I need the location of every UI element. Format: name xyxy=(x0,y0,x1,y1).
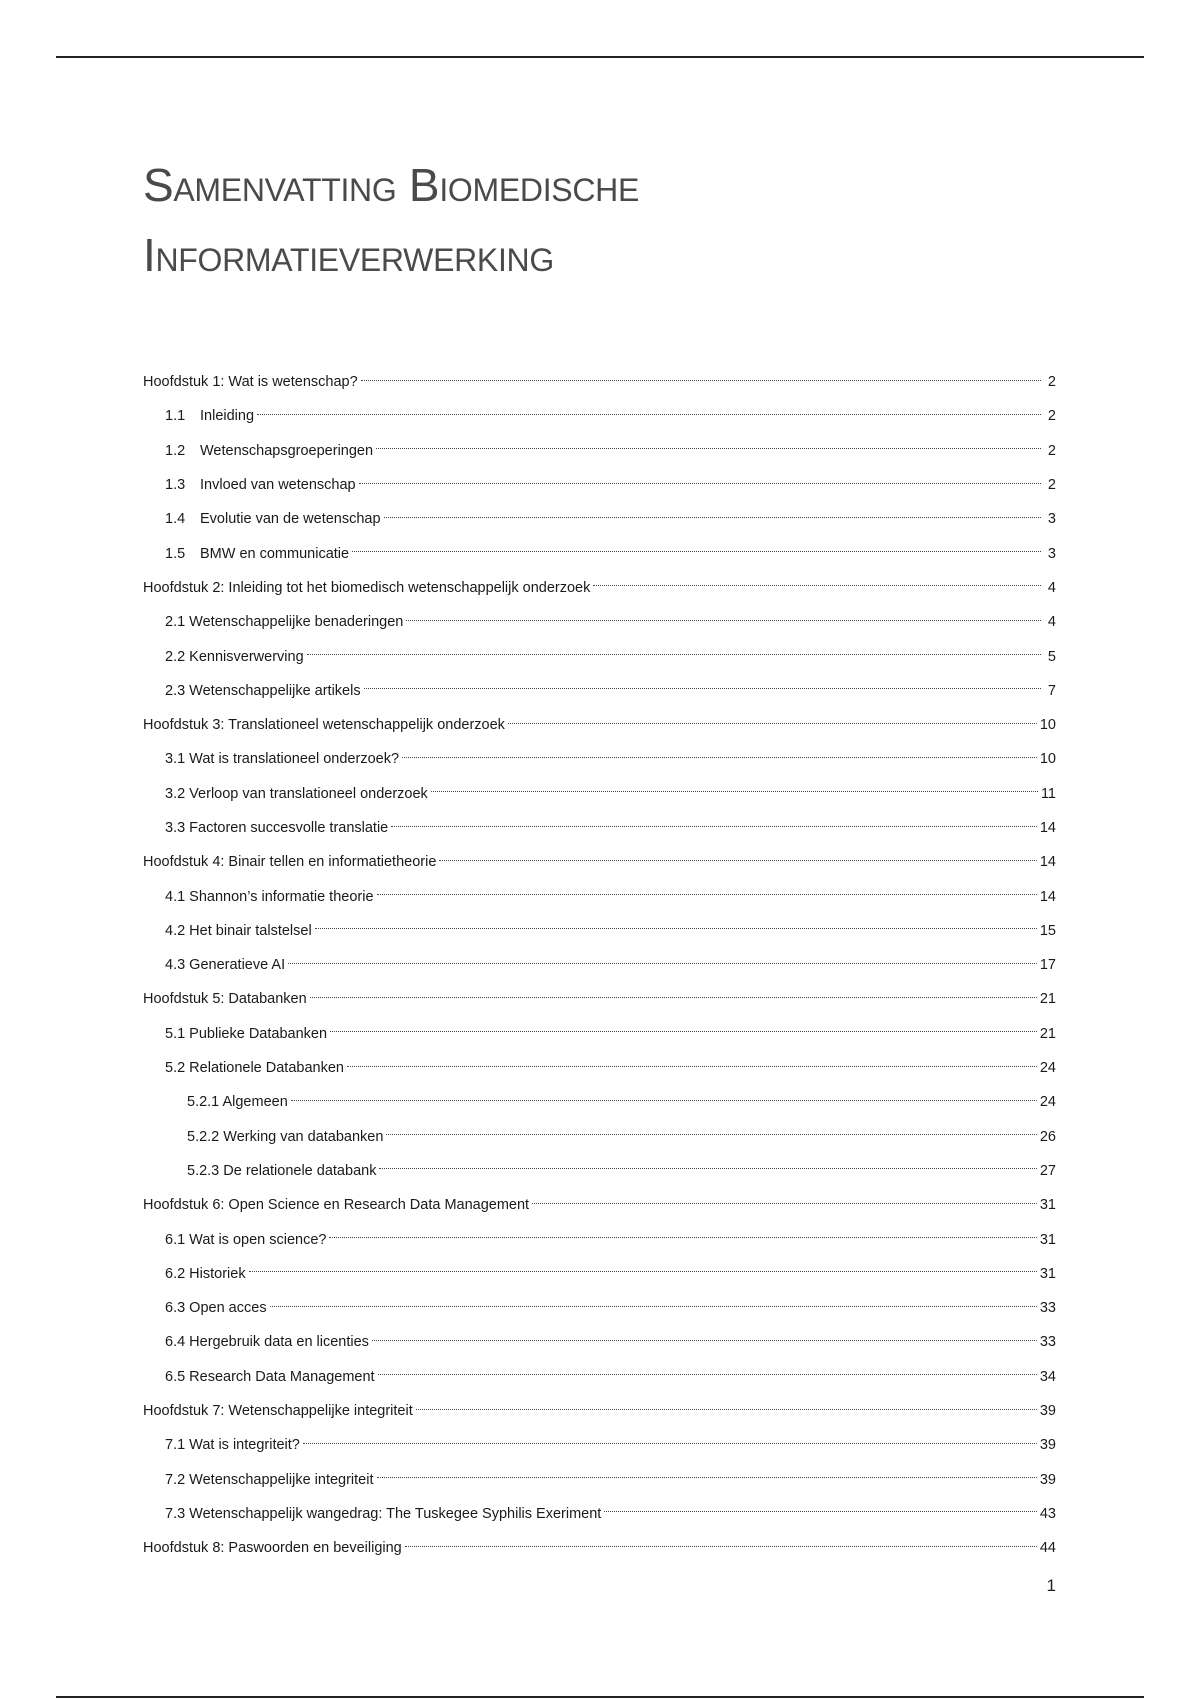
toc-entry-page: 21 xyxy=(1039,1025,1056,1042)
toc-entry-label xyxy=(165,613,406,631)
toc-entry[interactable] xyxy=(143,674,1056,708)
toc-entry-label xyxy=(165,750,402,768)
toc-entry-text: 4.2 Het binair talstelsel xyxy=(165,922,312,939)
toc-entry-text: Hoofdstuk 2: Inleiding tot het biomedisch wetenschappelijk onderzoek xyxy=(143,579,591,596)
toc-entry[interactable] xyxy=(143,914,1056,948)
toc-entry-text: 3.2 Verloop van translationeel onderzoek xyxy=(165,785,428,802)
toc-entry-page: 2 xyxy=(1047,374,1056,391)
toc-entry-page: 27 xyxy=(1039,1162,1056,1179)
toc-entry-label xyxy=(165,1333,372,1351)
toc-dot-leader xyxy=(288,962,1037,964)
toc-entry-number: 1.4 xyxy=(165,511,186,528)
toc-entry-page: 14 xyxy=(1039,888,1056,905)
toc-entry-label xyxy=(165,442,376,460)
toc-dot-leader xyxy=(303,1442,1037,1444)
toc-entry-text: Hoofdstuk 6: Open Science en Research Data Management xyxy=(143,1197,530,1214)
toc-entry[interactable] xyxy=(143,1428,1056,1462)
toc-dot-leader xyxy=(378,1373,1037,1375)
toc-dot-leader xyxy=(329,1236,1036,1238)
toc-dot-leader xyxy=(330,1030,1037,1032)
table-of-contents xyxy=(143,365,1056,1565)
toc-entry-page: 33 xyxy=(1039,1300,1056,1317)
toc-entry-page: 2 xyxy=(1047,477,1056,494)
toc-entry[interactable] xyxy=(143,1394,1056,1428)
toc-entry-label xyxy=(165,1231,329,1249)
toc-entry-text: BMW en communicatie xyxy=(200,545,350,562)
toc-entry-text: 5.2 Relationele Databanken xyxy=(165,1060,344,1077)
toc-entry-label xyxy=(143,716,508,734)
toc-entry[interactable] xyxy=(143,605,1056,639)
toc-entry[interactable] xyxy=(143,845,1056,879)
toc-entry-label xyxy=(165,819,391,837)
toc-entry-text: 4.3 Generatieve AI xyxy=(165,957,286,974)
toc-entry-text: Hoofdstuk 4: Binair tellen en informatietheorie xyxy=(143,854,437,871)
toc-entry-label xyxy=(165,1505,604,1523)
toc-entry-text: 7.3 Wetenschappelijk wangedrag: The Tuskegee Syphilis Exeriment xyxy=(165,1505,602,1522)
toc-entry-text: 3.3 Factoren succesvolle translatie xyxy=(165,820,389,836)
toc-entry-page: 26 xyxy=(1039,1128,1056,1145)
toc-entry[interactable] xyxy=(143,365,1056,399)
toc-entry-page: 14 xyxy=(1039,820,1056,836)
toc-entry[interactable] xyxy=(143,639,1056,673)
toc-dot-leader xyxy=(508,722,1037,724)
toc-entry-text: 2.1 Wetenschappelijke benaderingen xyxy=(165,614,404,631)
toc-dot-leader xyxy=(249,1270,1037,1272)
toc-dot-leader xyxy=(532,1202,1037,1204)
toc-entry-label xyxy=(165,888,377,906)
toc-entry-label xyxy=(165,545,352,563)
toc-entry[interactable] xyxy=(143,502,1056,536)
toc-entry-label xyxy=(165,922,315,940)
document-title xyxy=(143,150,639,290)
toc-entry[interactable] xyxy=(143,468,1056,502)
toc-entry-page: 2 xyxy=(1047,408,1056,425)
toc-dot-leader xyxy=(406,619,1041,621)
toc-entry[interactable] xyxy=(143,742,1056,776)
toc-entry[interactable] xyxy=(143,777,1056,811)
toc-dot-leader xyxy=(307,653,1041,655)
toc-dot-leader xyxy=(377,1476,1037,1478)
toc-entry-text: 6.1 Wat is open science? xyxy=(165,1231,327,1248)
toc-entry-page: 3 xyxy=(1047,545,1056,562)
toc-entry-label xyxy=(143,990,310,1008)
toc-dot-leader xyxy=(379,1167,1036,1169)
toc-entry-page: 11 xyxy=(1040,785,1056,802)
toc-entry-label xyxy=(165,476,359,494)
toc-entry-label xyxy=(143,373,361,391)
toc-entry-label xyxy=(143,1196,532,1214)
footer-rule xyxy=(56,1696,1144,1698)
toc-dot-leader xyxy=(364,687,1041,689)
toc-entry-page: 34 xyxy=(1039,1368,1056,1385)
toc-entry-page: 39 xyxy=(1039,1403,1056,1420)
toc-entry-text: Hoofdstuk 8: Paswoorden en beveiliging xyxy=(143,1540,402,1557)
toc-entry-text: 5.2.3 De relationele databank xyxy=(187,1162,377,1179)
toc-dot-leader xyxy=(257,413,1041,415)
toc-entry[interactable] xyxy=(143,811,1056,845)
toc-dot-leader xyxy=(439,859,1036,861)
toc-dot-leader xyxy=(416,1408,1037,1410)
toc-entry-label xyxy=(165,785,431,803)
toc-entry-text: 7.2 Wetenschappelijke integriteit xyxy=(165,1471,374,1488)
toc-entry-text: Inleiding xyxy=(200,408,255,425)
toc-entry[interactable] xyxy=(143,571,1056,605)
toc-entry[interactable] xyxy=(143,1188,1056,1222)
toc-entry-number: 1.5 xyxy=(165,545,186,562)
toc-dot-leader xyxy=(402,756,1037,758)
toc-entry-page: 33 xyxy=(1039,1334,1056,1351)
toc-dot-leader xyxy=(431,790,1038,792)
toc-entry-text: 5.2.2 Werking van databanken xyxy=(187,1128,384,1145)
toc-dot-leader xyxy=(376,447,1041,449)
toc-entry-label xyxy=(143,853,439,871)
toc-dot-leader xyxy=(384,516,1041,518)
toc-entry-text: 7.1 Wat is integriteit? xyxy=(165,1437,300,1454)
toc-entry-number: 1.3 xyxy=(165,477,186,494)
toc-entry[interactable] xyxy=(143,1325,1056,1359)
toc-entry[interactable] xyxy=(143,536,1056,570)
toc-dot-leader xyxy=(372,1339,1037,1341)
toc-entry-number: 1.2 xyxy=(165,442,186,459)
toc-entry-number: 1.1 xyxy=(165,408,186,425)
toc-entry-page: 10 xyxy=(1039,751,1056,768)
toc-dot-leader xyxy=(391,825,1037,827)
toc-dot-leader xyxy=(361,379,1041,381)
toc-entry-label xyxy=(165,648,307,666)
toc-entry-page: 4 xyxy=(1047,614,1056,631)
toc-entry[interactable] xyxy=(143,1463,1056,1497)
toc-entry-page: 24 xyxy=(1039,1060,1056,1077)
toc-entry-text: 4.1 Shannon’s informatie theorie xyxy=(165,888,374,905)
toc-entry[interactable] xyxy=(143,708,1056,742)
document-title-line-2: Informatieverwerking xyxy=(143,229,554,281)
toc-entry-page: 7 xyxy=(1047,682,1056,699)
toc-entry[interactable] xyxy=(143,1085,1056,1119)
toc-entry-text: 6.3 Open acces xyxy=(165,1300,267,1317)
toc-entry-page: 24 xyxy=(1039,1094,1056,1111)
toc-entry-page: 21 xyxy=(1039,991,1056,1008)
toc-entry-page: 31 xyxy=(1039,1231,1056,1248)
toc-entry-text: 6.4 Hergebruik data en licenties xyxy=(165,1334,369,1351)
toc-entry-page: 31 xyxy=(1039,1265,1056,1282)
toc-entry-label xyxy=(165,956,288,974)
toc-entry-page: 2 xyxy=(1047,442,1056,459)
toc-dot-leader xyxy=(386,1133,1036,1135)
toc-entry[interactable] xyxy=(143,982,1056,1016)
toc-entry-label xyxy=(165,510,384,528)
toc-entry-text: 6.5 Research Data Management xyxy=(165,1368,375,1385)
toc-entry[interactable] xyxy=(143,879,1056,913)
toc-entry-page: 5 xyxy=(1047,648,1056,665)
toc-dot-leader xyxy=(270,1305,1037,1307)
toc-dot-leader xyxy=(377,893,1037,895)
toc-entry-page: 17 xyxy=(1039,957,1056,974)
toc-entry-text: 2.3 Wetenschappelijke artikels xyxy=(165,682,361,699)
toc-entry-label xyxy=(165,1025,330,1043)
toc-entry[interactable] xyxy=(143,1257,1056,1291)
toc-entry-page: 10 xyxy=(1039,717,1056,734)
toc-entry-text: Wetenschapsgroeperingen xyxy=(200,442,374,459)
toc-entry-label xyxy=(143,1402,416,1420)
toc-entry[interactable] xyxy=(143,1051,1056,1085)
toc-entry-text: 3.1 Wat is translationeel onderzoek? xyxy=(165,751,400,768)
toc-entry-label xyxy=(165,1265,249,1283)
toc-entry-label xyxy=(165,1368,378,1386)
toc-entry[interactable] xyxy=(143,1222,1056,1256)
toc-entry-label xyxy=(143,579,593,597)
toc-entry-page: 3 xyxy=(1047,511,1056,528)
toc-dot-leader xyxy=(315,927,1037,929)
toc-dot-leader xyxy=(310,996,1037,998)
toc-dot-leader xyxy=(291,1099,1037,1101)
toc-entry[interactable] xyxy=(143,1154,1056,1188)
toc-entry-text: Hoofdstuk 1: Wat is wetenschap? xyxy=(143,374,358,391)
toc-entry-page: 39 xyxy=(1039,1471,1056,1488)
toc-entry[interactable] xyxy=(143,1291,1056,1325)
toc-entry-label xyxy=(165,1436,303,1454)
toc-entry-label xyxy=(165,407,257,425)
toc-entry-text: Invloed van wetenschap xyxy=(200,477,356,494)
toc-entry-label xyxy=(165,682,364,700)
toc-entry-text: Hoofdstuk 5: Databanken xyxy=(143,991,307,1008)
toc-entry[interactable] xyxy=(143,1017,1056,1051)
toc-entry[interactable] xyxy=(143,1120,1056,1154)
page-number: 1 xyxy=(1046,1576,1056,1595)
toc-entry-label xyxy=(165,1059,347,1077)
toc-entry-label xyxy=(187,1128,386,1146)
toc-entry-label xyxy=(165,1471,377,1489)
toc-entry-page: 31 xyxy=(1039,1197,1056,1214)
toc-entry-page: 14 xyxy=(1039,854,1056,871)
toc-entry-text: Evolutie van de wetenschap xyxy=(200,511,381,528)
toc-entry-text: 2.2 Kennisverwerving xyxy=(165,648,304,665)
toc-entry[interactable] xyxy=(143,1497,1056,1531)
toc-entry-label xyxy=(187,1093,291,1111)
toc-entry-page: 4 xyxy=(1047,579,1056,596)
toc-entry-text: 5.1 Publieke Databanken xyxy=(165,1025,328,1042)
toc-entry-text: Hoofdstuk 7: Wetenschappelijke integriteit xyxy=(143,1403,413,1420)
toc-entry-page: 44 xyxy=(1039,1540,1056,1557)
toc-entry[interactable] xyxy=(143,948,1056,982)
toc-entry-text: 5.2.1 Algemeen xyxy=(187,1094,288,1111)
toc-dot-leader xyxy=(359,482,1041,484)
toc-entry[interactable] xyxy=(143,1531,1056,1565)
toc-entry-text: 6.2 Historiek xyxy=(165,1265,246,1282)
toc-entry-page: 15 xyxy=(1039,922,1056,939)
toc-entry-text: Hoofdstuk 3: Translationeel wetenschappelijk onderzoek xyxy=(143,717,505,734)
toc-entry[interactable] xyxy=(143,399,1056,433)
toc-entry-page: 39 xyxy=(1039,1437,1056,1454)
toc-entry[interactable] xyxy=(143,1360,1056,1394)
toc-dot-leader xyxy=(405,1545,1037,1547)
toc-dot-leader xyxy=(604,1510,1037,1512)
toc-dot-leader xyxy=(352,550,1041,552)
toc-dot-leader xyxy=(593,584,1041,586)
toc-entry-label xyxy=(143,1539,405,1557)
toc-entry[interactable] xyxy=(143,434,1056,468)
toc-entry-label xyxy=(187,1162,379,1180)
toc-entry-label xyxy=(165,1299,270,1317)
header-rule xyxy=(56,56,1144,58)
toc-entry-page: 43 xyxy=(1039,1505,1056,1522)
toc-dot-leader xyxy=(347,1065,1037,1067)
document-title-line-1: Samenvatting Biomedische xyxy=(143,159,640,211)
